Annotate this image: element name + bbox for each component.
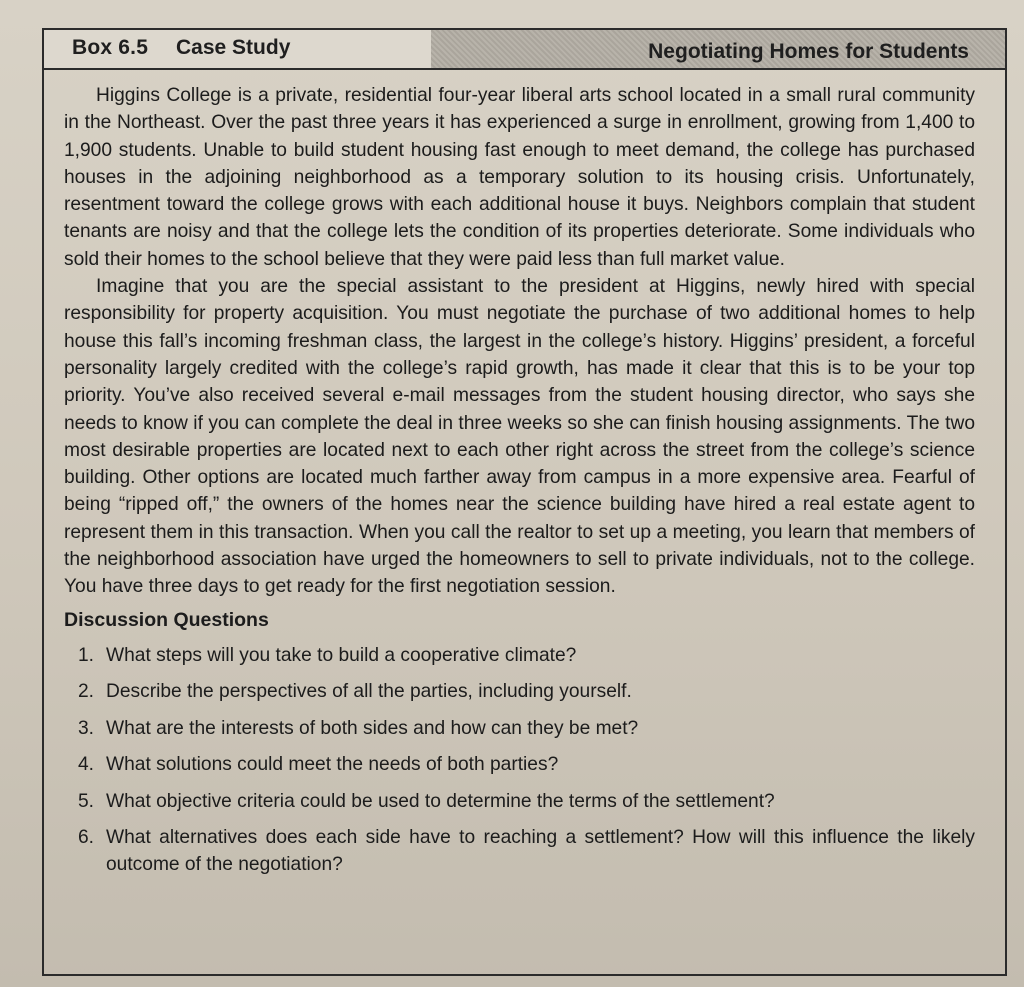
case-title: Negotiating Homes for Students <box>648 40 969 63</box>
question-item <box>64 678 975 705</box>
question-number: 6. <box>78 827 95 849</box>
question-item <box>64 788 975 815</box>
question-text: What solutions could meet the needs of both parties? <box>106 754 559 776</box>
question-item <box>64 715 975 742</box>
box-header <box>44 30 1005 70</box>
box-number-label: Box 6.5 <box>72 36 149 59</box>
question-text: Describe the perspectives of all the parties, including yourself. <box>106 681 632 703</box>
question-number: 4. <box>78 754 95 776</box>
box-type-label: Case Study <box>176 36 291 59</box>
discussion-questions-heading: Discussion Questions <box>64 608 269 631</box>
question-item <box>64 751 975 778</box>
question-text: What are the interests of both sides and how can they be met? <box>106 717 639 739</box>
discussion-questions-list <box>64 642 975 879</box>
question-text: What steps will you take to build a cooperative climate? <box>106 644 577 666</box>
question-number: 2. <box>78 681 95 703</box>
question-text: What alternatives does each side have to reaching a settlement? How will this influence the likely outcome of the negotiation? <box>106 827 975 876</box>
question-number: 3. <box>78 717 95 739</box>
question-item <box>64 824 975 878</box>
case-body <box>64 82 975 888</box>
question-number: 5. <box>78 790 95 812</box>
question-number: 1. <box>78 644 95 666</box>
question-text: What objective criteria could be used to determine the terms of the settlement? <box>106 790 775 812</box>
paragraph-scenario: Imagine that you are the special assistant to the president at Higgins, newly hired with special responsibility for property acquisition. You must negotiate the purchase of two additional homes to help house this fall’s incoming freshman class, the largest in the college’s history. Higgins’ president, a forceful personality largely credited with the college’s rapid growth, has made it clear that this is to be your top priority. You’ve also received several e-mail messages from the student housing director, who says she needs to know if you can complete the deal in three weeks so she can finish housing assignments. The two most desirable properties are located next to each other right across the street from the college’s science building. Other options are located much farther away from campus in a more expensive area. Fearful of being “ripped off,” the owners of the homes near the science building have hired a real estate agent to represent them in this transaction. When you call the realtor to set up a meeting, you learn that members of the neighborhood association have urged the homeowners to sell to private individuals, not to the college. You have three days to get ready for the first negotiation session. <box>64 276 975 598</box>
question-item <box>64 642 975 669</box>
paragraph-intro: Higgins College is a private, residential four-year liberal arts school located in a small rural community in the Northeast. Over the past three years it has experienced a surge in enrollment, growing from 1,400 to 1,900 students. Unable to build student housing fast enough to meet demand, the college has purchased houses in the adjoining neighborhood as a temporary solution to its housing crisis. Unfortunately, resentment toward the college grows with each additional house it buys. Neighbors complain that student tenants are noisy and that the college lets the condition of its properties deteriorate. Some individuals who sold their homes to the school believe that they were paid less than full market value. <box>64 85 975 270</box>
case-study-box <box>42 28 1007 976</box>
